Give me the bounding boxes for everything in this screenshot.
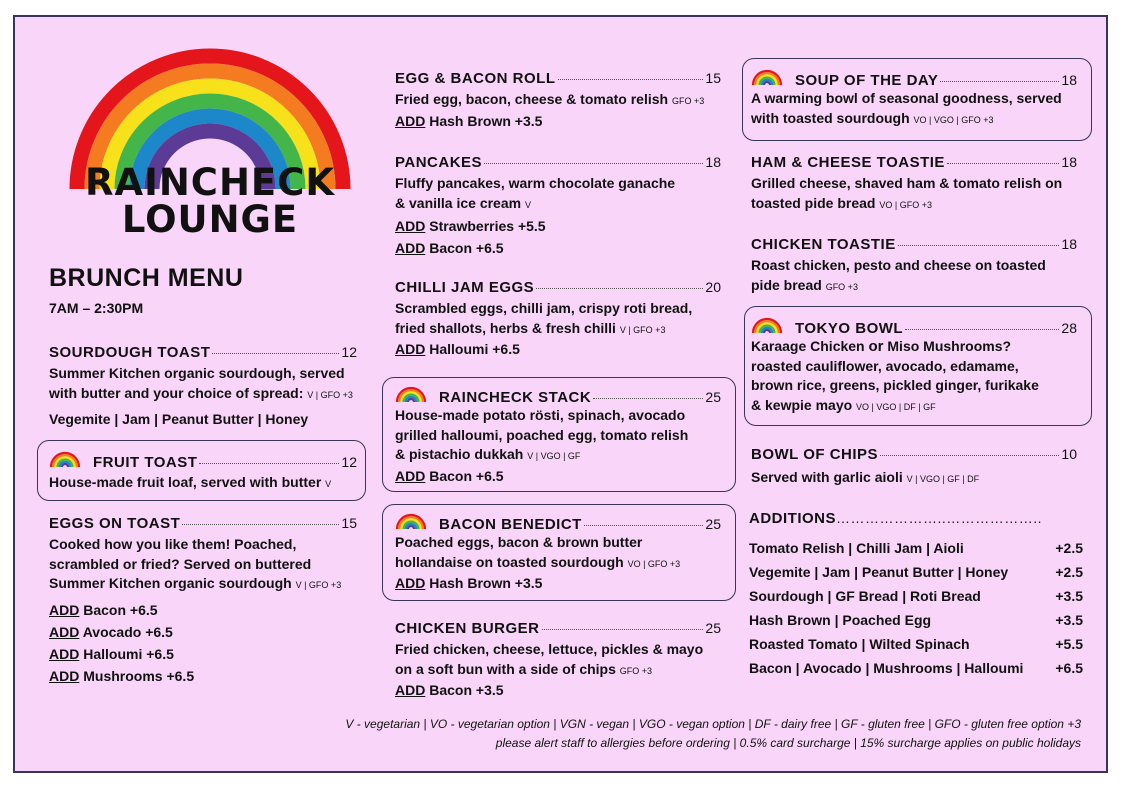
item-desc: Poached eggs, bacon & brown butter — [395, 534, 643, 550]
item-desc: Scrambled eggs, chilli jam, crispy roti bread, — [395, 300, 693, 316]
item-desc: Fluffy pancakes, warm chocolate ganache — [395, 175, 676, 191]
item-price: 18 — [1061, 154, 1077, 170]
surcharge-note: please alert staff to allergies before ordering | 0.5% card surcharge | 15% surcharge applies on public holidays — [495, 736, 1081, 750]
item-name: TOKYO BOWL — [795, 320, 904, 337]
leader-dots — [940, 81, 1059, 82]
dietary-note: V | GFO +3 — [295, 580, 342, 590]
dietary-note: V — [325, 479, 332, 489]
additions-row: Roasted Tomato | Wilted Spinach +5.5 — [749, 636, 1083, 652]
item-desc: grilled halloumi, poached egg, tomato relish — [395, 426, 689, 443]
item-desc: pide bread — [751, 276, 826, 293]
item-name: PANCAKES — [395, 154, 483, 171]
item-name: FRUIT TOAST — [93, 454, 198, 471]
item-desc: & pistachio dukkah — [395, 446, 528, 462]
item-price: 10 — [1061, 446, 1077, 462]
leader-dots — [593, 398, 703, 399]
item-price: 20 — [705, 279, 721, 295]
dietary-note: V | GFO +3 — [619, 324, 666, 335]
item-desc: with butter and your choice of spread: — [49, 384, 308, 401]
item-desc: Summer Kitchen organic sourdough — [49, 575, 296, 591]
item-name: HAM & CHEESE TOASTIE — [751, 154, 945, 171]
dietary-note: VO | GFO +3 — [879, 199, 932, 210]
item-desc: Roast chicken, pesto and cheese on toasted — [751, 257, 1046, 273]
item-desc: brown rice, greens, pickled ginger, furikake — [751, 377, 1039, 393]
add-option: ADD Halloumi +6.5 — [49, 645, 174, 662]
item-fruit-toast — [49, 451, 357, 495]
dietary-legend: V - vegetarian | VO - vegetarian option | VGN - vegan | VGO - vegan option | DF - dairy free | GF - gluten free | GFO - gluten free option +3 — [345, 717, 1081, 731]
leader-dots — [199, 463, 339, 464]
item-price: 18 — [1061, 236, 1077, 252]
item-pancakes — [395, 154, 721, 259]
item-desc: Miso Mushrooms? — [883, 338, 1012, 354]
item-desc: fried shallots, herbs & fresh chilli — [395, 319, 620, 336]
add-option: ADD Mushrooms +6.5 — [49, 667, 195, 684]
item-name: CHICKEN TOASTIE — [751, 236, 896, 253]
item-price: 12 — [341, 454, 357, 470]
leader-dots — [536, 288, 703, 289]
spread-options: Vegemite | Jam | Peanut Butter | Honey — [49, 411, 309, 427]
item-price: 28 — [1061, 320, 1077, 336]
raincheck-lounge-logo — [55, 39, 365, 254]
leader-dots — [584, 525, 704, 526]
add-option: ADD Strawberries +5.5 — [395, 218, 546, 234]
item-bacon-benedict — [395, 513, 721, 594]
dietary-note: VO | VGO | DF | GF — [856, 401, 936, 412]
menu-hours: 7AM – 2:30PM — [49, 300, 144, 316]
item-bowl-of-chips — [751, 446, 1077, 490]
item-chicken-burger — [395, 620, 721, 701]
item-desc: toasted pide bread — [751, 194, 880, 211]
item-chicken-toastie — [751, 236, 1077, 297]
item-price: 18 — [1061, 72, 1077, 88]
item-desc: roasted cauliflower, avocado, edamame, — [751, 357, 1019, 374]
leader-dots — [542, 629, 704, 630]
additions-title: ADDITIONS — [749, 510, 836, 527]
additions-row: Sourdough | GF Bread | Roti Bread +3.5 — [749, 588, 1083, 604]
dietary-legend-footer — [345, 715, 1081, 753]
item-desc: scrambled or fried? Served on buttered — [49, 555, 312, 572]
add-option: ADD Bacon +6.5 — [395, 240, 504, 256]
item-soup-of-the-day — [751, 69, 1077, 130]
item-desc: with toasted sourdough — [751, 109, 914, 126]
leader-dots — [880, 455, 1059, 456]
item-name: CHICKEN BURGER — [395, 620, 540, 637]
item-name: EGG & BACON ROLL — [395, 70, 556, 87]
leader-dots — [182, 524, 339, 525]
item-price: 15 — [341, 515, 357, 531]
item-desc: Summer Kitchen organic sourdough, served — [49, 365, 345, 381]
rainbow-icon — [49, 451, 81, 467]
item-desc: Fried egg, bacon, cheese & tomato relish — [395, 91, 672, 107]
leader-dots: …………………..……………….. — [836, 510, 1043, 526]
item-price: 25 — [705, 620, 721, 636]
item-eggs-on-toast — [49, 515, 357, 687]
add-option: ADD Halloumi +6.5 — [395, 341, 520, 357]
item-price: 25 — [705, 516, 721, 532]
rainbow-icon — [751, 317, 783, 333]
add-option: ADD Hash Brown +3.5 — [395, 112, 543, 129]
item-desc: House-made fruit loaf, served with butter — [49, 474, 326, 490]
menu-title: BRUNCH MENU — [49, 264, 244, 292]
add-option: ADD Bacon +6.5 — [395, 467, 504, 484]
item-ham-cheese-toastie — [751, 154, 1077, 215]
item-price: 12 — [341, 344, 357, 360]
item-desc: A warming bowl of seasonal goodness, served — [751, 90, 1062, 106]
item-name: RAINCHECK STACK — [439, 389, 592, 406]
item-sourdough-toast — [49, 344, 357, 430]
item-price: 18 — [705, 154, 721, 170]
item-price: 25 — [705, 389, 721, 405]
leader-dots — [484, 163, 703, 164]
additions-row: Hash Brown | Poached Egg +3.5 — [749, 612, 1083, 628]
dietary-note: VO | GFO +3 — [627, 558, 681, 569]
add-option: ADD Bacon +6.5 — [49, 601, 158, 618]
dietary-note: V | GFO +3 — [307, 389, 353, 400]
add-option: ADD Bacon +3.5 — [395, 682, 504, 698]
leader-dots — [212, 353, 339, 354]
item-desc-or: or — [868, 338, 884, 355]
item-desc: & kewpie mayo — [751, 396, 857, 413]
item-name: CHILLI JAM EGGS — [395, 279, 535, 296]
leader-dots — [558, 79, 704, 80]
logo-line-1: RAINCHECK — [84, 161, 336, 204]
additions-row: Tomato Relish | Chilli Jam | Aioli +2.5 — [749, 540, 1083, 556]
dietary-note: GFO +3 — [619, 665, 653, 676]
item-desc: Grilled cheese, shaved ham & tomato relish on — [751, 175, 1063, 191]
item-desc: Served with garlic aioli — [751, 469, 907, 485]
item-name: BOWL OF CHIPS — [751, 446, 879, 463]
additions-section — [749, 510, 1083, 680]
item-tokyo-bowl — [751, 317, 1077, 417]
item-name: EGGS ON TOAST — [49, 515, 181, 532]
item-desc: House-made potato rösti, spinach, avocado — [395, 407, 686, 423]
item-chilli-jam-eggs — [395, 279, 721, 360]
dietary-note: V | VGO | GF | DF — [906, 474, 980, 484]
add-option: ADD Hash Brown +3.5 — [395, 575, 543, 591]
dietary-note: GFO +3 — [671, 96, 705, 106]
leader-dots — [947, 163, 1060, 164]
dietary-note: GFO +3 — [825, 281, 858, 292]
item-price: 15 — [705, 70, 721, 86]
item-desc: Karaage Chicken — [751, 338, 869, 354]
item-desc: on a soft bun with a side of chips — [395, 660, 620, 677]
item-raincheck-stack — [395, 386, 721, 486]
additions-row: Bacon | Avocado | Mushrooms | Halloumi +6.5 — [749, 660, 1083, 676]
dietary-note: V | VGO | GF — [527, 451, 581, 461]
item-name: BACON BENEDICT — [439, 516, 582, 533]
item-name: SOUP OF THE DAY — [795, 72, 939, 89]
add-option: ADD Avocado +6.5 — [49, 623, 173, 640]
rainbow-icon — [395, 513, 427, 529]
leader-dots — [905, 329, 1059, 330]
leader-dots — [898, 245, 1060, 246]
item-egg-bacon-roll — [395, 70, 721, 131]
item-name: SOURDOUGH TOAST — [49, 344, 211, 361]
logo-line-2: LOUNGE — [121, 198, 299, 241]
item-desc: Cooked how you like them! Poached, — [49, 536, 297, 552]
menu-page — [13, 15, 1108, 773]
rainbow-icon — [751, 69, 783, 85]
item-desc: & vanilla ice cream — [395, 194, 525, 211]
rainbow-icon — [395, 386, 427, 402]
item-desc: Fried chicken, cheese, lettuce, pickles & mayo — [395, 641, 704, 657]
item-desc: hollandaise on toasted sourdough — [395, 553, 628, 570]
dietary-note: V — [524, 199, 531, 210]
additions-row: Vegemite | Jam | Peanut Butter | Honey +2.5 — [749, 564, 1083, 580]
dietary-note: VO | VGO | GFO +3 — [913, 114, 994, 125]
